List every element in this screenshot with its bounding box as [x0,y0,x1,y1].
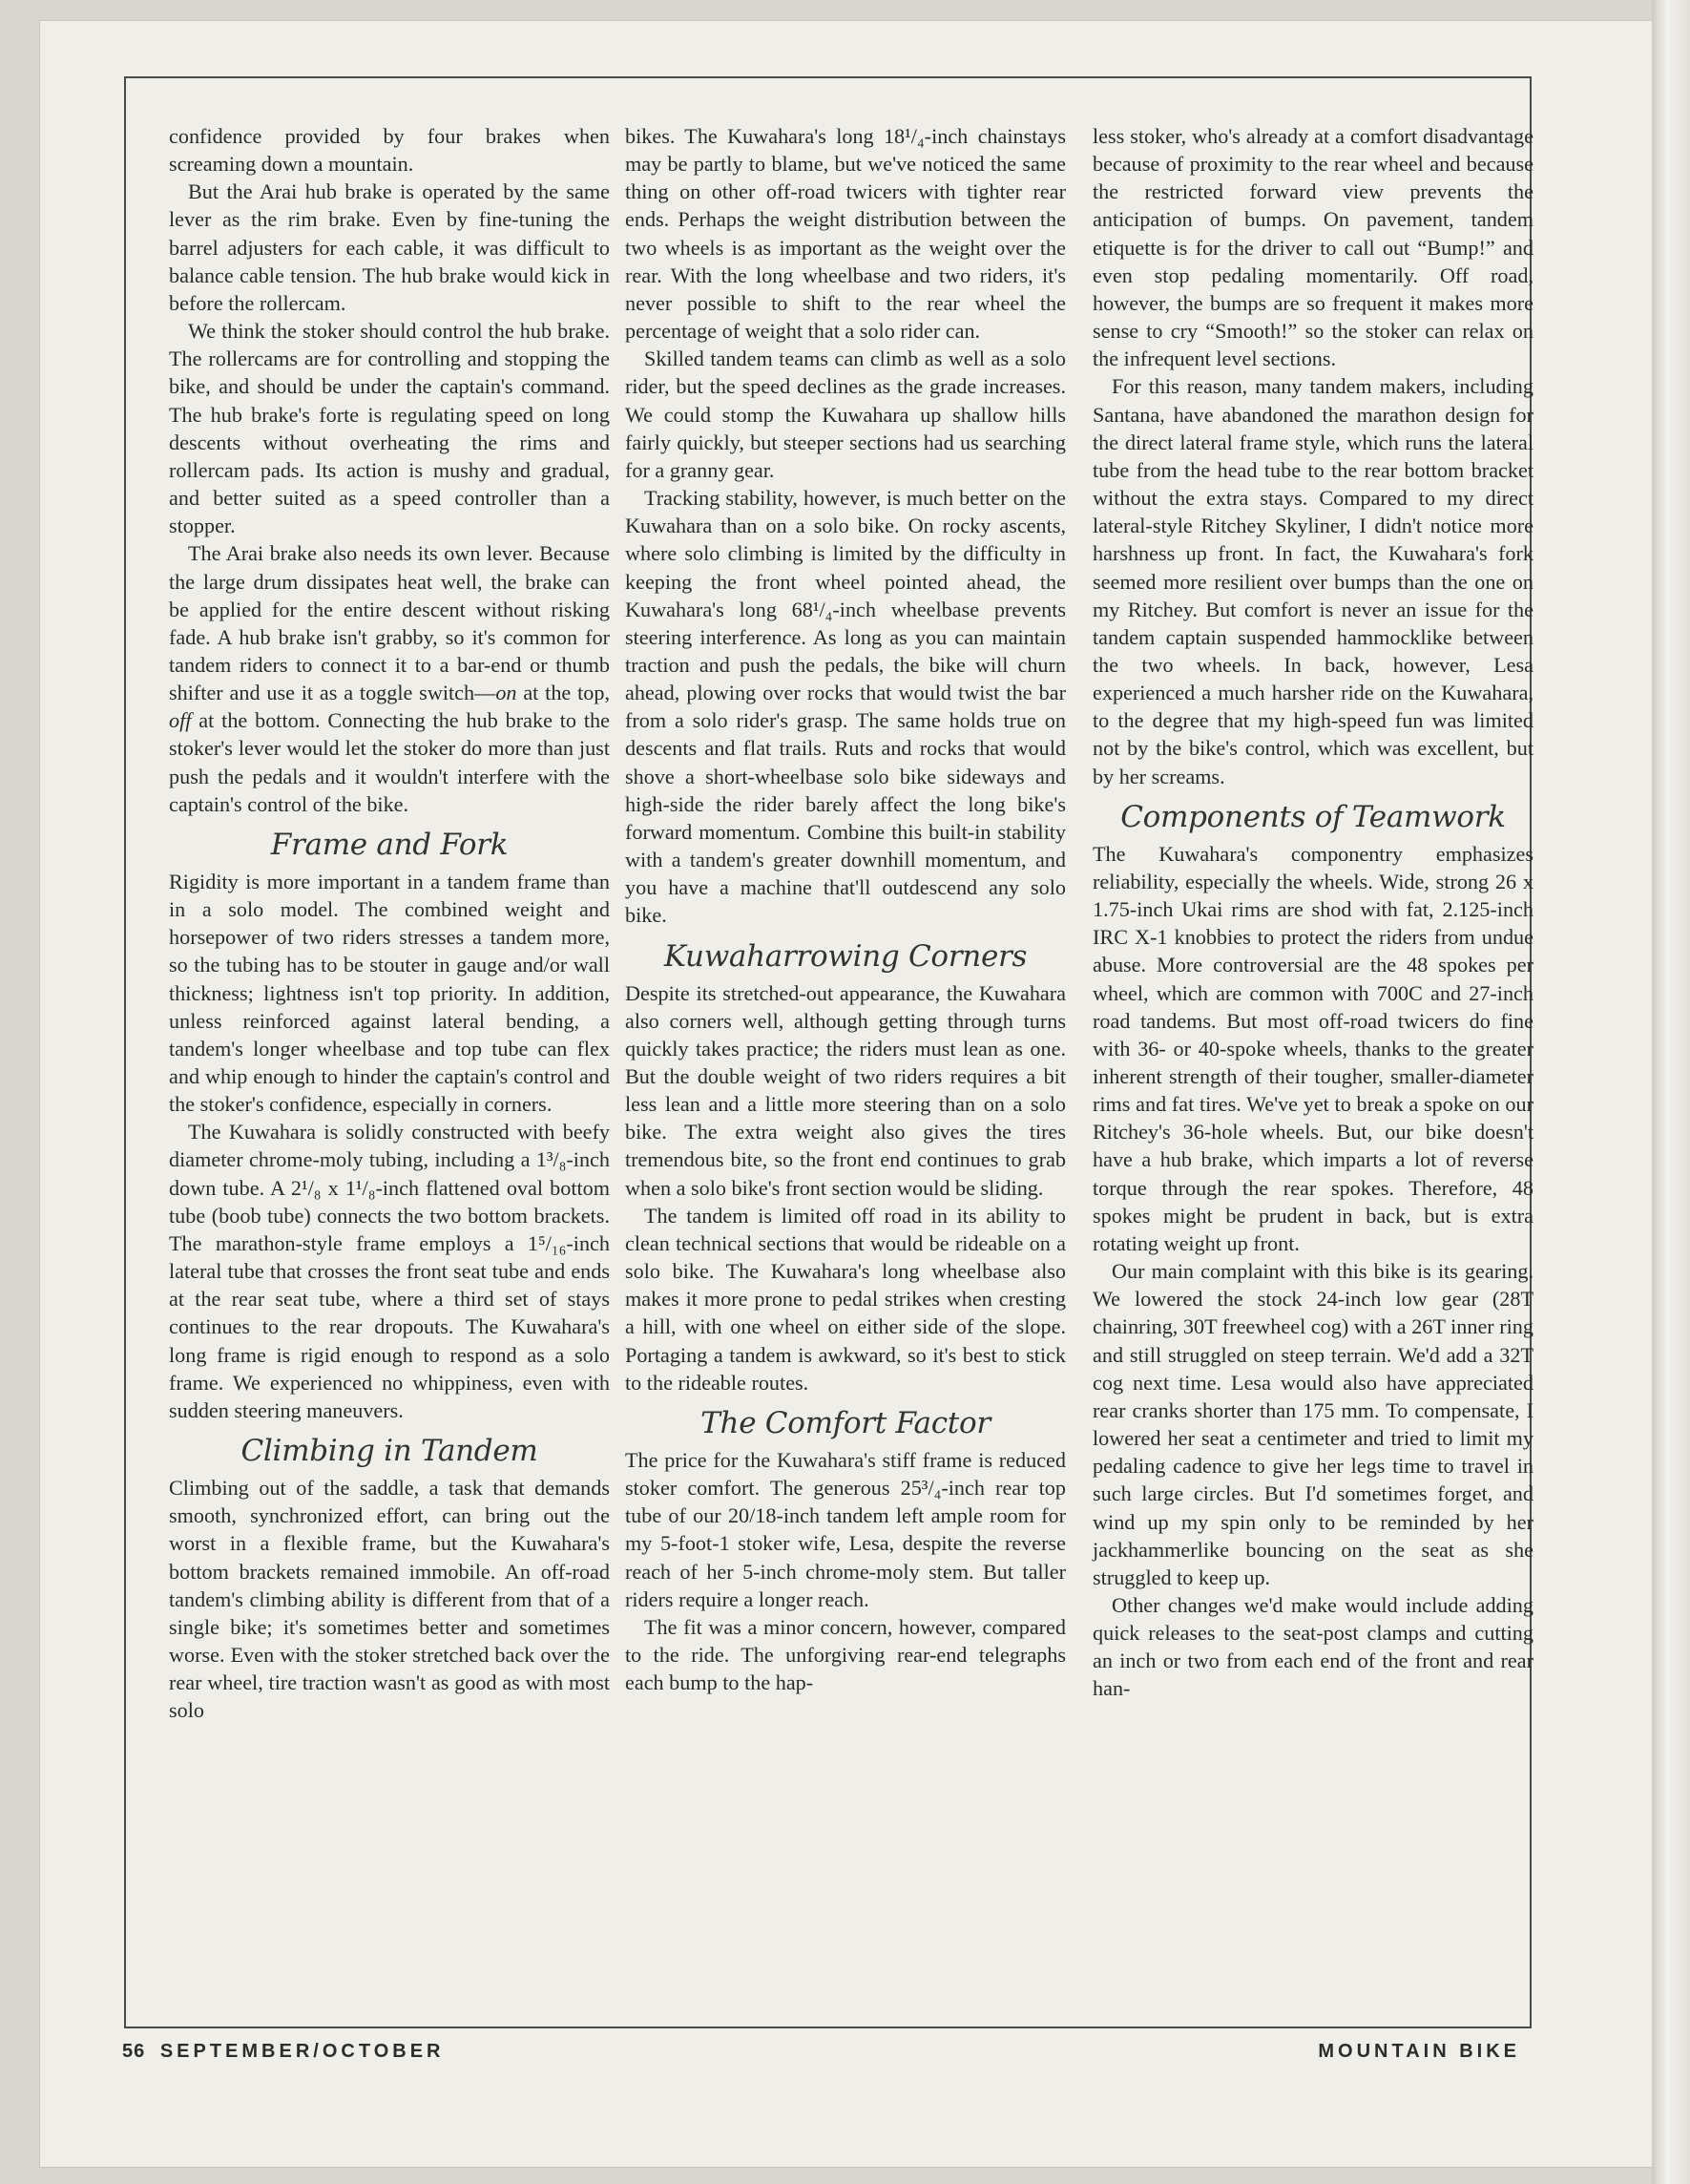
text-run-italic: on [495,681,517,705]
paragraph: less stoker, who's already at a comfort disadvantage because of proximity to the rear wheel and because the restricted forward view prevents the anticipation of bumps. On pavement, tandem etiquette is for the driver to call out “Bump!” and even stop pedaling momentarily. Off road, however, the bumps are so frequent it makes more sense to cry “Smooth!” so the stoker can relax on the infrequent level sections. [1093,124,1534,371]
paragraph: For this reason, many tandem makers, including Santana, have abandoned the marathon design for the direct lateral frame style, which runs the lateral tube from the head tube to the rear bottom bracket without the extra stays. Compared to my direct lateral-style Ritchey Skyliner, I didn't notice more harshness up front. In fact, the Kuwahara's fork seemed more resilient over bumps than the one on my Ritchey. But comfort is never an issue for the tandem captain suspended hammocklike between the two wheels. In back, however, Lesa experienced a much harsher ride on the Kuwahara, to the degree that my high-speed fun was limited not by the bike's control, which was excellent, but by her screams. [1093,374,1534,788]
paragraph: Climbing out of the saddle, a task that demands smooth, synchronized effort, can bring out the worst in a flexible frame, but the Kuwahara's bottom brackets remained immobile. An off-road tandem's climbing ability is different from that of a single bike; it's sometimes better and sometimes worse. Even with the stoker stretched back over the rear wheel, tire traction wasn't as good as with most solo [169,1476,610,1723]
paragraph: The fit was a minor concern, however, compared to the ride. The unforgiving rear-end telegraphs each bump to the hap- [625,1614,1066,1695]
text-run: at the top, [516,681,610,705]
paragraph: Other changes we'd make would include adding quick releases to the seat-post clamps and cutting an inch or two from each end of the front and rear han- [1093,1592,1534,1701]
issue-date: SEPTEMBER/OCTOBER [159,2041,445,2062]
section-heading-frame-and-fork: Frame and Fork [270,827,509,862]
section-heading-components-of-teamwork: Components of Teamwork [1120,799,1506,834]
column-1 [169,122,610,1724]
paragraph: confidence provided by four brakes when screaming down a mountain. [169,124,610,177]
page-number: 56 [122,2041,146,2062]
column-3 [1093,122,1534,1703]
column-2 [625,122,1066,1696]
paragraph: The Kuwahara's componentry emphasizes reliability, especially the wheels. Wide, strong 26 x 1.75-inch Ukai rims are shod with fat, 2.125-inch IRC X-1 knobbies to protect the riders from undue abuse. More controversial are the 48 spokes per wheel, which are common with 700C and 27-inch road tandems. But most off-road twicers do fine with 36- or 40-spoke wheels, thanks to the greater inherent strength of their tougher, smaller-diameter rims and fat tires. We've yet to break a spoke on our Ritchey's 36-hole wheels. But, our bike doesn't have a hub brake, which imparts a lot of reverse torque through the rear spokes. Therefore, 48 spokes might be prudent in back, but is extra rotating weight up front. [1093,841,1534,1255]
paragraph: Tracking stability, however, is much better on the Kuwahara than on a solo bike. On rocky ascents, where solo climbing is limited by the difficulty in keeping the front wheel pointed ahead, the Kuwahara's long 68¹/₄-inch wheelbase prevents steering interference. As long as you can maintain traction and push the pedals, the bike will churn ahead, plowing over rocks that would twist the bar from a solo rider's grasp. The same holds true on descents and flat trails. Ruts and rocks that would shove a short-wheelbase solo bike sideways and high-side the rider barely affect the long bike's forward momentum. Combine this built-in stability with a tandem's greater downhill momentum, and you have a machine that'll outdescend any solo bike. [625,486,1066,928]
paragraph: The Kuwahara is solidly constructed with beefy diameter chrome-moly tubing, including a 1³/₈-inch down tube. A 2¹/₈ x 1¹/₈-inch flattened oval bottom tube (boob tube) connects the two bottom brackets. The marathon-style frame employs a 1⁵/₁₆-inch lateral tube that crosses the front seat tube and ends at the rear seat tube, where a third set of stays continues to the rear dropouts. The Kuwahara's long frame is rigid enough to respond as a solo frame. We experienced no whippiness, even with sudden steering maneuvers. [169,1120,610,1422]
footer-folio [122,2041,444,2063]
magazine-name: MOUNTAIN BIKE [1318,2041,1520,2062]
text-run: at the bottom. Connecting the hub brake to the stoker's lever would let the stoker do more than just push the pedals and it wouldn't interfere with the captain's control of the bike. [169,708,610,816]
paragraph: We think the stoker should control the hub brake. The rollercams are for controlling and stopping the bike, and should be under the captain's command. The hub brake's forte is regulating speed on long descents without overheating the rims and rollercam pads. Its action is mushy and gradual, and better suited as a speed controller than a stopper. [169,319,610,538]
paragraph: bikes. The Kuwahara's long 18¹/₄-inch chainstays may be partly to blame, but we've noticed the same thing on other off-road twicers with tighter rear ends. Perhaps the weight distribution between the two wheels is as important as the weight over the rear. With the long wheelbase and two riders, it's never possible to shift to the rear wheel the percentage of weight that a solo rider can. [625,124,1066,344]
paragraph: But the Arai hub brake is operated by the same lever as the rim brake. Even by fine-tuning the barrel adjusters for each cable, it was difficult to balance cable tension. The hub brake would kick in before the rollercam. [169,179,610,315]
section-heading-comfort-factor: The Comfort Factor [700,1405,991,1440]
text-run: The Arai brake also needs its own lever. Because the large drum dissipates heat well, the brake can be applied for the entire descent without risking fade. A hub brake isn't grabby, so it's common for tandem riders to connect it to a bar-end or thumb shifter and use it as a toggle switch— [169,541,610,705]
paragraph: Despite its stretched-out appearance, the Kuwahara also corners well, although getting through turns quickly takes practice; the riders must lean as one. But the double weight of two riders requires a bit less lean and a little more steering than on a solo bike. The extra weight also gives the tires tremendous bite, so the front end continues to grab when a solo bike's front section would be sliding. [625,980,1066,1200]
paragraph: Skilled tandem teams can climb as well as a solo rider, but the speed declines as the grade increases. We could stomp the Kuwahara up shallow hills fairly quickly, but steeper sections had us searching for a granny gear. [625,346,1066,482]
page-edge [1652,0,1690,2184]
section-heading-kuwaharrowing-corners: Kuwaharrowing Corners [663,938,1028,974]
paragraph: The tandem is limited off road in its ability to clean technical sections that would be rideable on a solo bike. The Kuwahara's long wheelbase also makes it more prone to pedal strikes when cresting a hill, with one wheel on either side of the slope. Portaging a tandem is awkward, so it's best to stick to the rideable routes. [625,1203,1066,1395]
paragraph [169,539,610,818]
paragraph: Our main complaint with this bike is its gearing. We lowered the stock 24-inch low gear (28T chainring, 30T freewheel cog) with a 26T inner ring and still struggled on steep terrain. We'd add a 32T cog next time. Lesa would also have appreciated rear cranks shorter than 175 mm. To compensate, I lowered her seat a centimeter and tried to limit my pedaling cadence to give her legs time to travel in such large circles. But I'd sometimes forget, and wind up my spin only to be reminded by her jackhammerlike bouncing on the seat as she struggled to keep up. [1093,1259,1534,1589]
paragraph: The price for the Kuwahara's stiff frame is reduced stoker comfort. The generous 25³/₄-inch rear top tube of our 20/18-inch tandem left ample room for my 5-foot-1 stoker wife, Lesa, despite the reverse reach of her 5-inch chrome-moly stem. But taller riders require a longer reach. [625,1447,1066,1611]
section-heading-climbing-in-tandem: Climbing in Tandem [240,1434,538,1469]
paragraph: Rigidity is more important in a tandem frame than in a solo model. The combined weight and horsepower of two riders stresses a tandem more, so the tubing has to be stouter in gauge and/or wall thickness; lightness isn't top priority. In addition, unless reinforced against lateral bending, a tandem's longer wheelbase and top tube can flex and whip enough to hinder the captain's control and the stoker's confidence, especially in corners. [169,869,610,1117]
text-run-italic: off [169,708,192,733]
